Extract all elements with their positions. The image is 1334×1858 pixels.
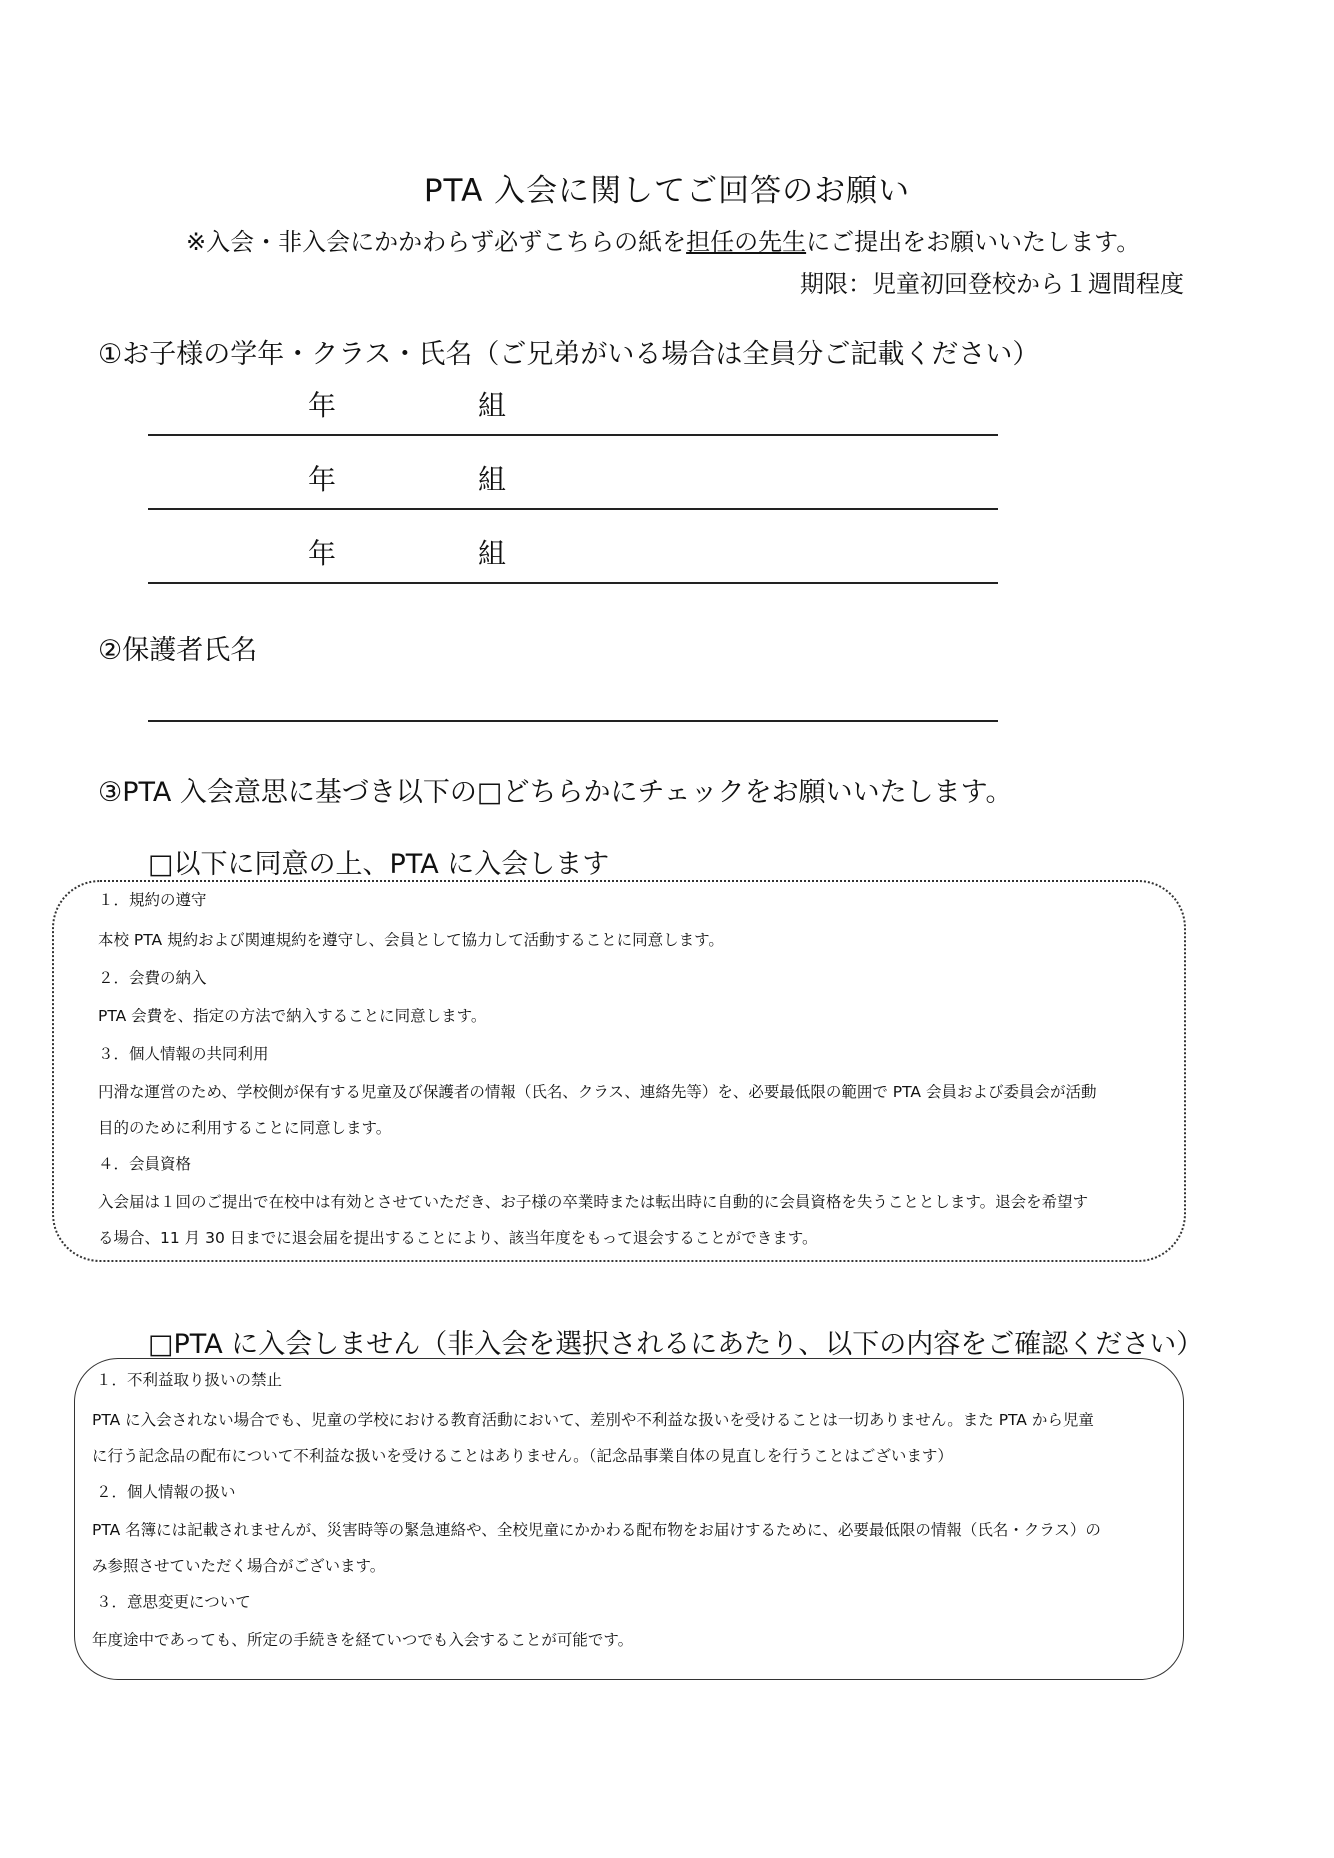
child-entry-line-1[interactable] <box>148 376 998 436</box>
grade-label: 年 <box>308 463 337 496</box>
deadline-note: 期限：児童初回登校から１週間程度 <box>800 270 1184 298</box>
guardian-name-line[interactable] <box>148 718 998 722</box>
join-terms-line: １．規約の遵守 <box>98 891 207 909</box>
join-option-checkbox[interactable]: □以下に同意の上、PTA に入会します <box>148 849 610 880</box>
question-1-heading: ①お子様の学年・クラス・氏名（ご兄弟がいる場合は全員分ご記載ください） <box>98 339 1040 370</box>
join-terms-line: ４．会員資格 <box>98 1155 192 1173</box>
join-terms-line: る場合、11 月 30 日までに退会届を提出することにより、該当年度をもって退会することができます。 <box>98 1229 818 1247</box>
page-title: PTA 入会に関してご回答のお願い <box>423 173 911 209</box>
submission-note <box>186 222 1140 257</box>
grade-label: 年 <box>308 537 337 570</box>
decline-terms-line: １．不利益取り扱いの禁止 <box>96 1371 283 1389</box>
decline-terms-line: ２．個人情報の扱い <box>96 1483 236 1501</box>
class-label: 組 <box>478 389 507 422</box>
child-entry-line-2[interactable] <box>148 450 998 510</box>
join-terms-line: ３．個人情報の共同利用 <box>98 1045 269 1063</box>
join-terms-line: 本校 PTA 規約および関連規約を遵守し、会員として協力して活動することに同意します。 <box>98 931 724 949</box>
question-3-heading: ③PTA 入会意思に基づき以下の□どちらかにチェックをお願いいたします。 <box>98 777 1013 808</box>
submission-note-post: にご提出をお願いいたします。 <box>806 228 1141 256</box>
decline-terms-line: に行う記念品の配布について不利益な扱いを受けることはありません。（記念品事業自体の見直しを行うことはございます） <box>92 1447 953 1465</box>
class-label: 組 <box>478 463 507 496</box>
decline-terms-line: 年度途中であっても、所定の手続きを経ていつでも入会することが可能です。 <box>92 1631 634 1649</box>
decline-terms-line: PTA 名簿には記載されませんが、災害時等の緊急連絡や、全校児童にかかわる配布物をお届けするために、必要最低限の情報（氏名・クラス）の <box>92 1521 1101 1539</box>
join-terms-line: 入会届は１回のご提出で在校中は有効とさせていただき、お子様の卒業時または転出時に自動的に会員資格を失うこととします。退会を希望す <box>98 1193 1089 1211</box>
join-terms-line: ２．会費の納入 <box>98 969 207 987</box>
join-terms-line: 目的のために利用することに同意します。 <box>98 1119 392 1137</box>
decline-terms-line: PTA に入会されない場合でも、児童の学校における教育活動において、差別や不利益な扱いを受けることは一切ありません。また PTA から児童 <box>92 1411 1094 1429</box>
join-terms-line: 円滑な運営のため、学校側が保有する児童及び保護者の情報（氏名、クラス、連絡先等）を、必要最低限の範囲で PTA 会員および委員会が活動 <box>98 1083 1097 1101</box>
decline-terms-line: ３．意思変更について <box>96 1593 251 1611</box>
child-entry-line-3[interactable] <box>148 524 998 584</box>
join-terms-line: PTA 会費を、指定の方法で納入することに同意します。 <box>98 1007 487 1025</box>
submission-note-pre: ※入会・非入会にかかわらず必ずこちらの紙を <box>186 228 687 256</box>
class-label: 組 <box>478 537 507 570</box>
decline-option-checkbox[interactable]: □PTA に入会しません（非入会を選択されるにあたり、以下の内容をご確認ください） <box>148 1329 1204 1360</box>
grade-label: 年 <box>308 389 337 422</box>
decline-terms-line: み参照させていただく場合がございます。 <box>92 1557 386 1575</box>
submission-note-teacher: 担任の先生 <box>686 228 807 256</box>
question-2-heading: ②保護者氏名 <box>98 635 258 666</box>
